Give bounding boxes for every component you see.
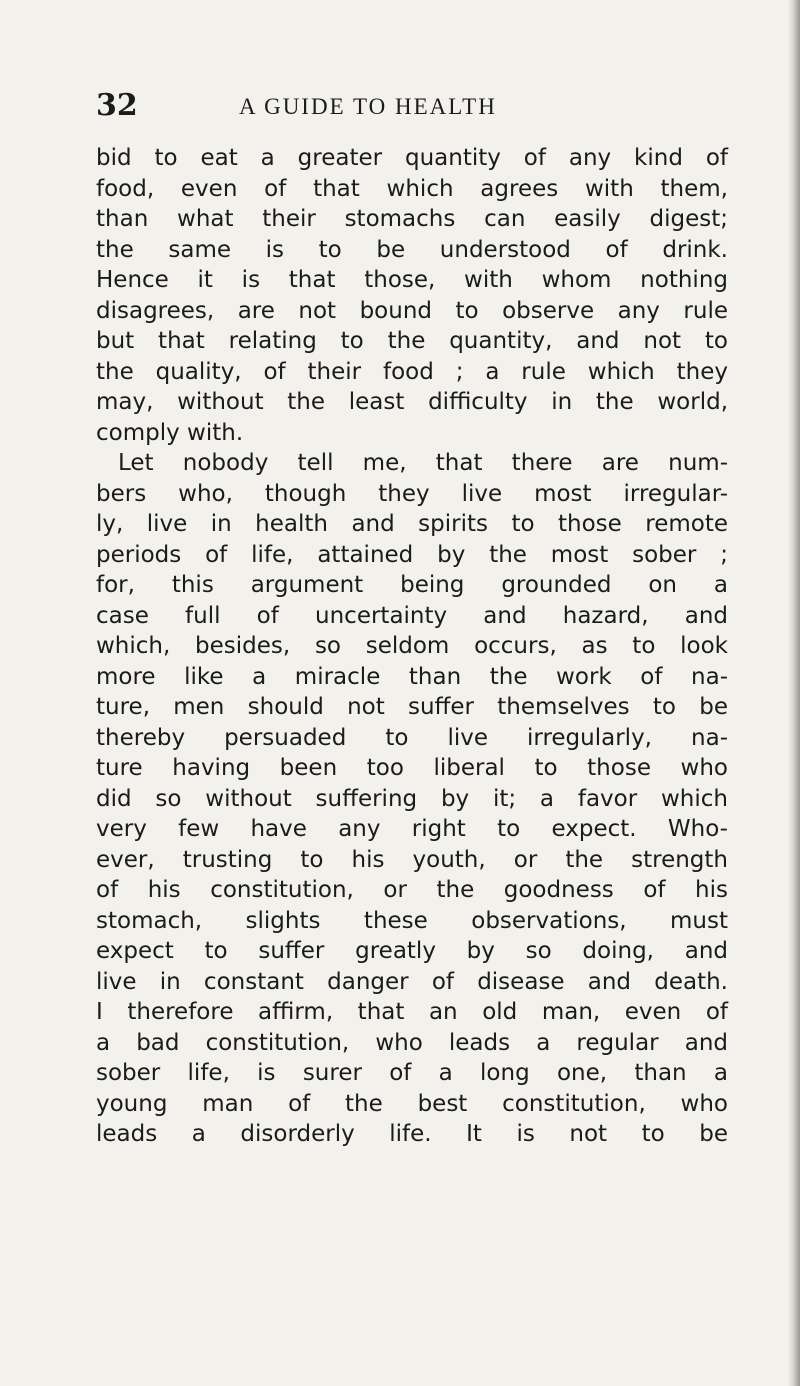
body-text xyxy=(96,143,728,1150)
text-line: ture having been too liberal to those who xyxy=(96,755,728,781)
text-line: the quality, of their food ; a rule which they xyxy=(96,358,728,385)
text-line: for, this argument being grounded on a xyxy=(96,572,728,598)
text-line: but that relating to the quantity, and not to xyxy=(96,328,728,354)
text-line: more like a miracle than the work of na- xyxy=(96,663,728,690)
text-line: sober life, is surer of a long one, than a xyxy=(96,1060,728,1086)
page-edge-shadow xyxy=(788,0,800,1386)
text-line: comply with. xyxy=(96,419,244,446)
text-line: of his constitution, or the goodness of his xyxy=(96,877,728,903)
page-number: 32 xyxy=(96,88,138,123)
text-line: may, without the least difficulty in the world, xyxy=(96,389,728,415)
text-line: ture, men should not suffer themselves to be xyxy=(96,694,728,720)
running-head: A GUIDE TO HEALTH xyxy=(239,94,497,119)
text-line: I therefore affirm, that an old man, even of xyxy=(96,999,728,1025)
text-line: Hence it is that those, with whom nothing xyxy=(96,267,728,293)
text-line: very few have any right to expect. Who- xyxy=(96,816,728,842)
text-line: bid to eat a greater quantity of any kind of xyxy=(96,145,728,171)
text-line: Let nobody tell me, that there are num- xyxy=(118,450,728,476)
text-line: young man of the best constitution, who xyxy=(96,1090,728,1117)
text-line: the same is to be understood of drink. xyxy=(96,236,728,263)
text-line: which, besides, so seldom occurs, as to look xyxy=(96,633,728,659)
text-line: thereby persuaded to live irregularly, na- xyxy=(96,724,728,751)
text-line: ever, trusting to his youth, or the strength xyxy=(96,846,728,873)
text-line: case full of uncertainty and hazard, and xyxy=(96,602,728,629)
text-line: did so without suffering by it; a favor which xyxy=(96,785,728,812)
text-line: stomach, slights these observations, must xyxy=(96,907,728,934)
page-header xyxy=(96,88,736,128)
text-line: a bad constitution, who leads a regular and xyxy=(96,1029,728,1056)
text-line: than what their stomachs can easily digest; xyxy=(96,206,728,232)
text-line: expect to suffer greatly by so doing, and xyxy=(96,938,728,964)
text-line: live in constant danger of disease and death. xyxy=(96,968,728,995)
text-line: food, even of that which agrees with them, xyxy=(96,175,728,202)
text-line: periods of life, attained by the most sober ; xyxy=(96,541,728,568)
text-line: bers who, though they live most irregular- xyxy=(96,480,728,507)
text-line: disagrees, are not bound to observe any rule xyxy=(96,297,728,324)
text-line: leads a disorderly life. It is not to be xyxy=(96,1121,728,1147)
text-line: ly, live in health and spirits to those remote xyxy=(96,511,728,537)
